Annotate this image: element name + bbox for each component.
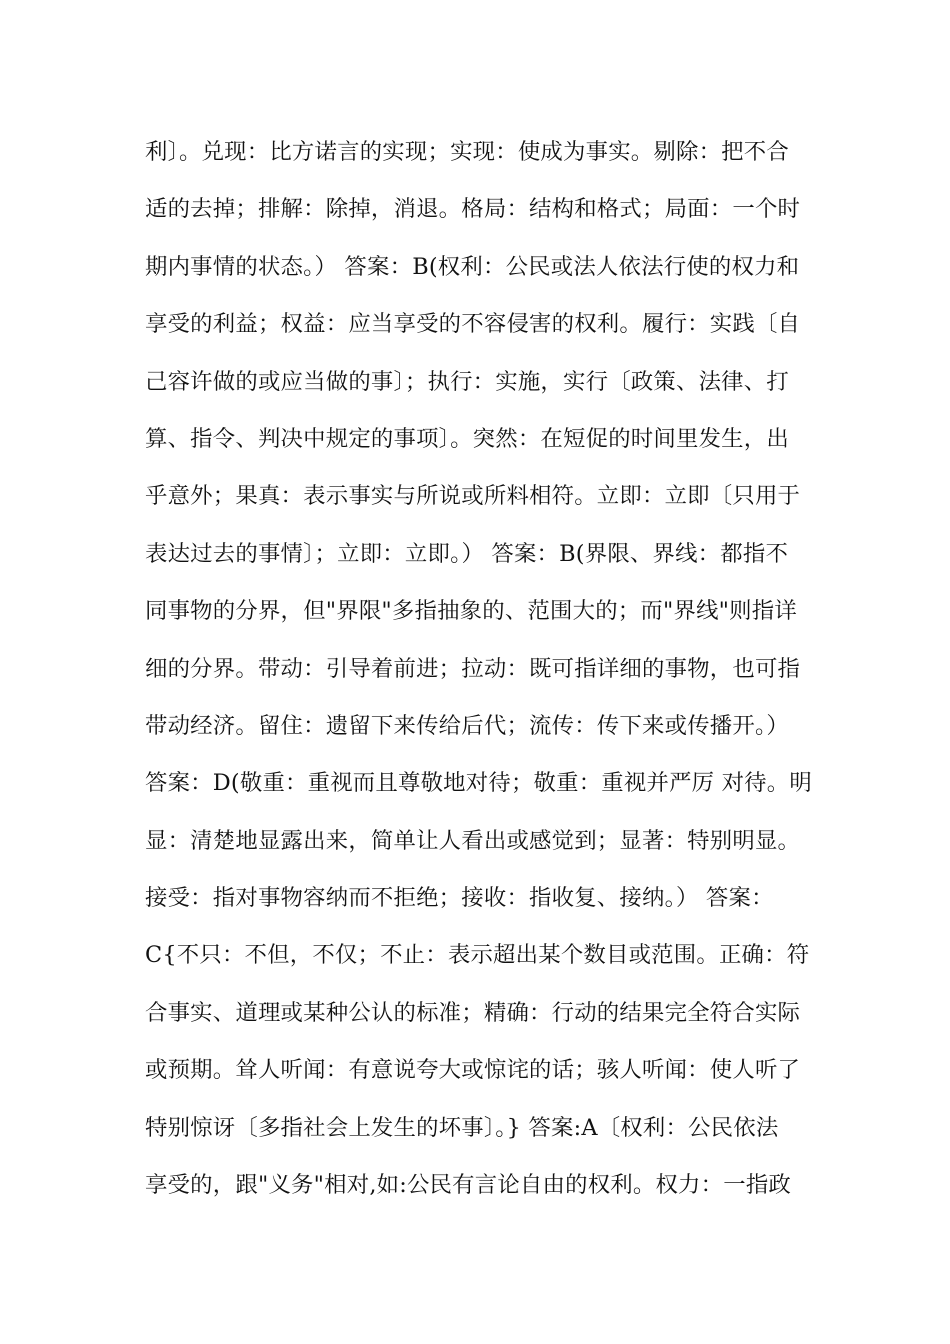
text-line: 显：清楚地显露出来，简单让人看出或感觉到；显著：特别明显。 — [145, 827, 801, 854]
text-line: 带动经济。留住：遗留下来传给后代；流传：传下来或传播开。） — [145, 712, 789, 739]
text-line: 接受：指对事物容纳而不拒绝；接收：指收复、接纳。） 答案： — [145, 885, 774, 912]
text-line: 适的去掉；排解：除掉，消退。格局：结构和格式；局面：一个时 — [145, 196, 801, 223]
text-line: 利〕。兑现：比方诺言的实现；实现：使成为事实。剔除：把不合 — [145, 139, 789, 165]
text-line: C{不只：不但，不仅；不止：表示超出某个数目或范围。正确：符 — [145, 942, 810, 969]
text-line: 表达过去的事情〕；立即：立即。） 答案：B(界限、界线：都指不 — [145, 540, 789, 567]
text-line: 合事实、道理或某种公认的标准；精确：行动的结果完全符合实际 — [145, 999, 801, 1026]
text-line: 乎意外；果真：表示事实与所说或所料相符。立即：立即〔只用于 — [145, 483, 801, 510]
text-line: 己容许做的或应当做的事〕；执行：实施，实行〔政策、法律、打 — [145, 368, 789, 395]
text-line: 算、指令、判决中规定的事项〕。突然：在短促的时间里发生，出 — [145, 425, 789, 452]
text-line: 享受的利益；权益：应当享受的不容侵害的权利。履行：实践〔自 — [145, 311, 801, 338]
text-line: 同事物的分界，但"界限"多指抽象的、范围大的；而"界线"则指详 — [145, 598, 797, 625]
body-text — [145, 130, 815, 1220]
text-line: 期内事情的状态。） 答案：B(权利：公民或法人依法行使的权力和 — [145, 253, 800, 280]
text-line: 特别惊讶〔多指社会上发生的坏事〕。} 答案:A〔权利：公民依法 — [145, 1114, 779, 1141]
text-line: 答案：D(敬重：重视而且尊敬地对待；敬重：重视并严厉 对待。明 — [145, 770, 812, 797]
text-line: 细的分界。带动：引导着前进；拉动：既可指详细的事物，也可指 — [145, 655, 801, 682]
text-line: 或预期。耸人听闻：有意说夸大或惊诧的话；骇人听闻：使人听了 — [145, 1057, 801, 1084]
text-line: 享受的，跟"义务"相对,如:公民有言论自由的权利。权力：一指政 — [145, 1172, 792, 1199]
